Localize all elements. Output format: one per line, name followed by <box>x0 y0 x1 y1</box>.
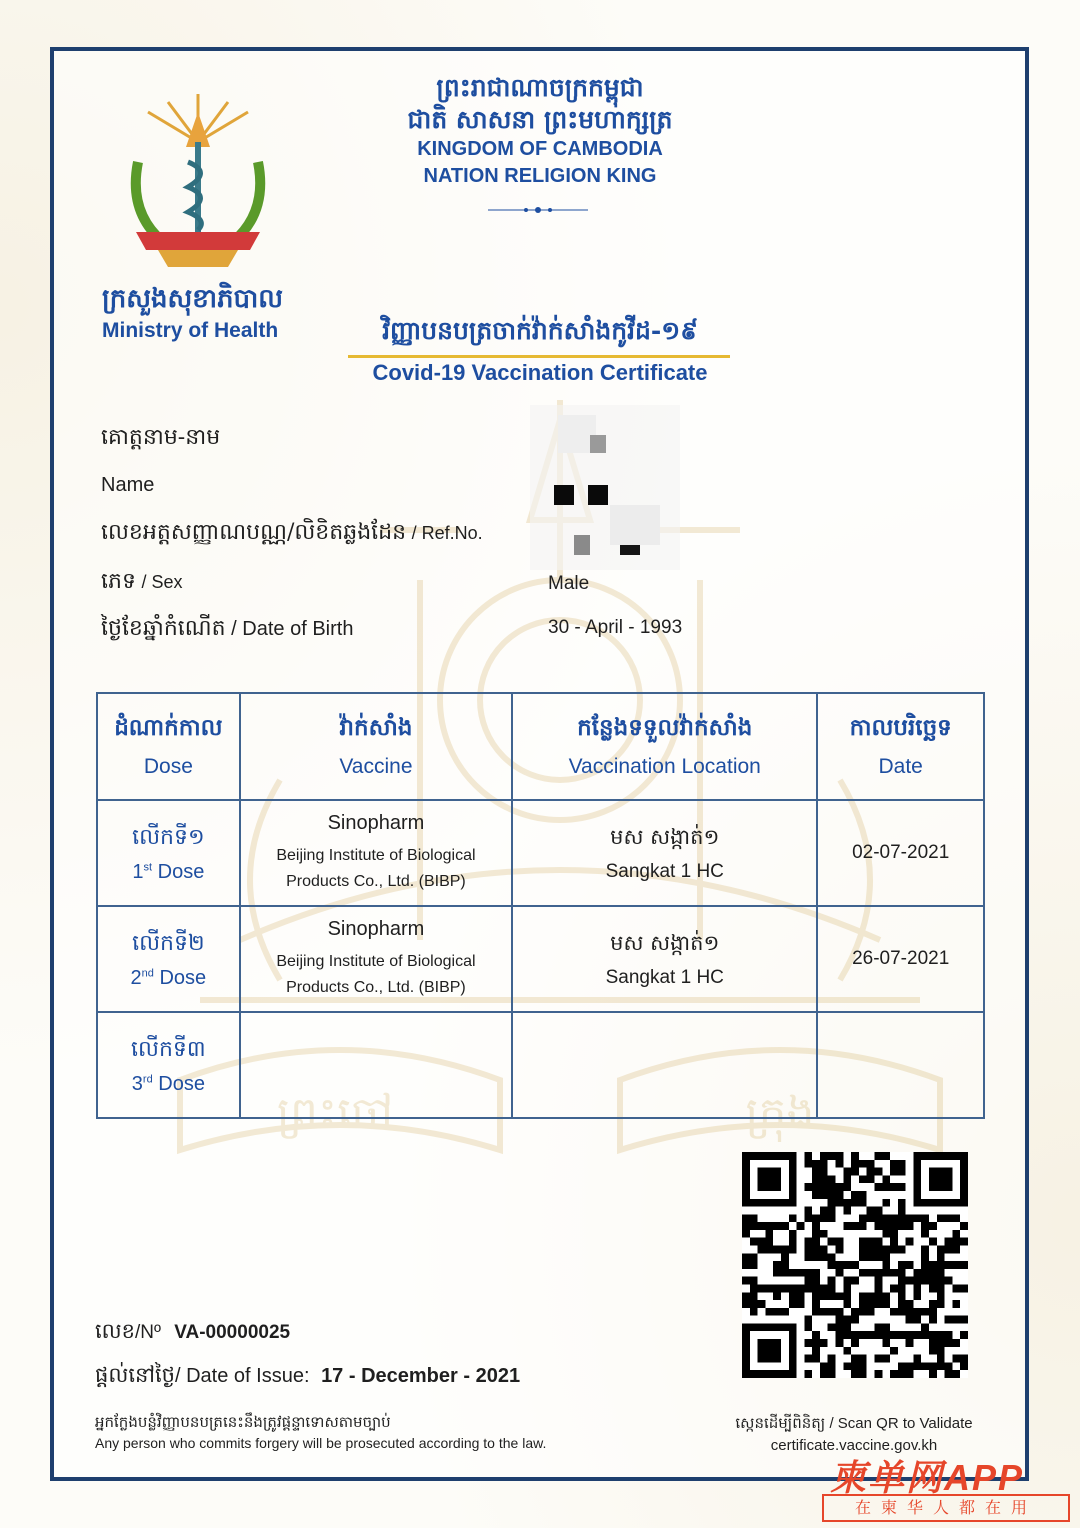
qr-caption-line1 <box>720 1413 988 1435</box>
dob-label-en: / Date of Birth <box>231 618 354 640</box>
location-kh: មស សង្កាត់១ <box>610 930 720 955</box>
date-of-issue <box>95 1362 520 1393</box>
table-row <box>97 1012 984 1118</box>
forgery-warning <box>95 1412 546 1454</box>
dose-word: Dose <box>159 966 207 989</box>
dose-label-en <box>98 1073 239 1096</box>
redacted-personal-info <box>530 405 680 570</box>
dose-number: 2 <box>130 966 142 989</box>
vaccine-cell <box>240 1012 512 1118</box>
dose-word: Dose <box>158 1072 205 1095</box>
issue-value: 17 - December - 2021 <box>321 1365 521 1387</box>
vaccine-cell <box>240 906 512 1012</box>
vaccination-table <box>96 692 985 1119</box>
motto-ornament-divider <box>488 205 588 215</box>
qr-caption-url[interactable]: certificate.vaccine.gov.kh <box>770 1437 938 1454</box>
dose-ordinal-suffix: st <box>143 860 153 873</box>
vaccine-maker-line1: Beijing Institute of Biological <box>276 846 476 864</box>
name-label-kh-text: គោត្តនាម-នាម <box>101 425 221 450</box>
date-cell <box>817 1012 984 1118</box>
location-cell <box>512 906 817 1012</box>
vaccine-maker-line1: Beijing Institute of Biological <box>276 952 476 970</box>
dose-label-kh: លើកទី៣ <box>131 1036 206 1062</box>
ministry-name-english: Ministry of Health <box>102 319 279 342</box>
header-location <box>512 693 817 800</box>
dob-label <box>101 614 353 646</box>
name-label-khmer <box>101 423 220 455</box>
dose-label-kh: លើកទី១ <box>132 824 205 850</box>
qr-caption-kh: ស្កេនដើម្បីពិនិត្យ <box>735 1415 826 1432</box>
cert-no-label-en: /Nº <box>135 1322 161 1343</box>
table-row <box>97 800 984 906</box>
header-date-kh: កាលបរិច្ឆេទ <box>849 714 952 741</box>
certificate-title-underline <box>348 355 730 358</box>
ministry-emblem-logo <box>118 92 278 272</box>
ministry-name-khmer: ក្រសួងសុខាភិបាល <box>102 284 284 314</box>
kingdom-khmer-line1: ព្រះរាជាណាចក្រកម្ពុជា <box>436 73 644 102</box>
table-row <box>97 906 984 1012</box>
header-date-en: Date <box>878 755 923 778</box>
sex-label <box>101 567 183 599</box>
header-location-en: Vaccination Location <box>568 755 761 778</box>
dose-cell <box>97 800 240 906</box>
location-en: Sangkat 1 HC <box>605 860 724 882</box>
cert-no-label-kh: លេខ <box>95 1319 135 1343</box>
dose-word: Dose <box>157 860 205 883</box>
kingdom-english-line2: NATION RELIGION KING <box>423 165 657 187</box>
validation-qr-code[interactable] <box>742 1152 968 1378</box>
ref-no-label-en: / Ref.No. <box>411 523 483 543</box>
dose-cell <box>97 906 240 1012</box>
ref-no-label <box>101 518 483 550</box>
ref-no-label-kh: លេខអត្តសញ្ញាណបណ្ណ/លិខិតឆ្លងដែន <box>101 520 407 545</box>
header-vaccine-kh: វ៉ាក់សាំង <box>339 714 413 741</box>
name-label-english: Name <box>101 474 155 496</box>
watermark-right-banner-text: ក្រុង <box>745 1088 815 1139</box>
watermark-left-banner-text: ព្រះចៅ <box>276 1088 394 1139</box>
dose-label-en <box>98 967 239 990</box>
kingdom-motto-block <box>360 72 720 190</box>
header-location-kh: កន្លែងទទួលវ៉ាក់សាំង <box>577 714 753 741</box>
dose-ordinal-suffix: rd <box>142 1072 153 1085</box>
vaccine-name: Sinopharm <box>327 811 425 834</box>
location-cell <box>512 1012 817 1118</box>
certificate-title-english: Covid-19 Vaccination Certificate <box>372 360 708 385</box>
cert-no-value: VA-00000025 <box>174 1322 291 1343</box>
header-dose <box>97 693 240 800</box>
table-header-row <box>97 693 984 800</box>
forgery-warning-en: Any person who commits forgery will be prosecuted according to the law. <box>95 1435 547 1451</box>
dob-label-kh: ថ្ងៃខែឆ្នាំកំណើត <box>101 616 226 641</box>
sex-value: Male <box>548 573 590 594</box>
forgery-warning-kh: អ្នកក្លែងបន្លំវិញ្ញាបនបត្រនេះនឹងត្រូវផ្តន្ទាទោសតាមច្បាប់ <box>95 1413 391 1431</box>
header-vaccine <box>240 693 512 800</box>
kingdom-khmer-line2: ជាតិ សាសនា ព្រះមហាក្សត្រ <box>407 105 673 134</box>
vaccine-name: Sinopharm <box>327 917 425 940</box>
vaccine-maker-line2: Products Co., Ltd. (BIBP) <box>286 978 466 996</box>
issue-label-en: / Date of Issue: <box>174 1365 310 1387</box>
sex-label-en: / Sex <box>141 572 183 592</box>
certificate-title-khmer: វិញ្ញាបនបត្រចាក់វ៉ាក់សាំងកូវីដ-១៩ <box>382 316 698 345</box>
date-cell: 02-07-2021 <box>817 800 984 906</box>
app-brand-watermark <box>822 1448 1080 1528</box>
date-cell: 26-07-2021 <box>817 906 984 1012</box>
dose-label-kh: លើកទី២ <box>132 930 205 956</box>
header-date <box>817 693 984 800</box>
location-en: Sangkat 1 HC <box>605 966 724 988</box>
brand-sub-text: 在柬华人都在用 <box>822 1494 1070 1522</box>
dose-number: 3 <box>131 1072 143 1095</box>
issue-label-kh: ផ្តល់នៅថ្ងៃ <box>95 1363 175 1387</box>
location-kh: មស សង្កាត់១ <box>610 824 720 849</box>
vaccine-maker-line2: Products Co., Ltd. (BIBP) <box>286 872 466 890</box>
dose-label-en <box>98 861 239 884</box>
qr-caption-en: / Scan QR to Validate <box>829 1415 973 1432</box>
dob-value: 30 - April - 1993 <box>548 617 683 638</box>
dose-cell <box>97 1012 240 1118</box>
kingdom-english-line1: KINGDOM OF CAMBODIA <box>417 138 663 160</box>
header-dose-kh: ដំណាក់កាល <box>114 714 223 741</box>
dose-ordinal-suffix: nd <box>141 966 154 979</box>
sex-label-kh: ភេទ <box>101 569 136 594</box>
location-cell <box>512 800 817 906</box>
certificate-number <box>95 1318 290 1349</box>
brand-main-text: 柬单网APP <box>830 1457 1025 1498</box>
header-dose-en: Dose <box>143 755 193 778</box>
header-vaccine-en: Vaccine <box>339 755 413 778</box>
vaccine-cell <box>240 800 512 906</box>
dose-number: 1 <box>132 860 144 883</box>
